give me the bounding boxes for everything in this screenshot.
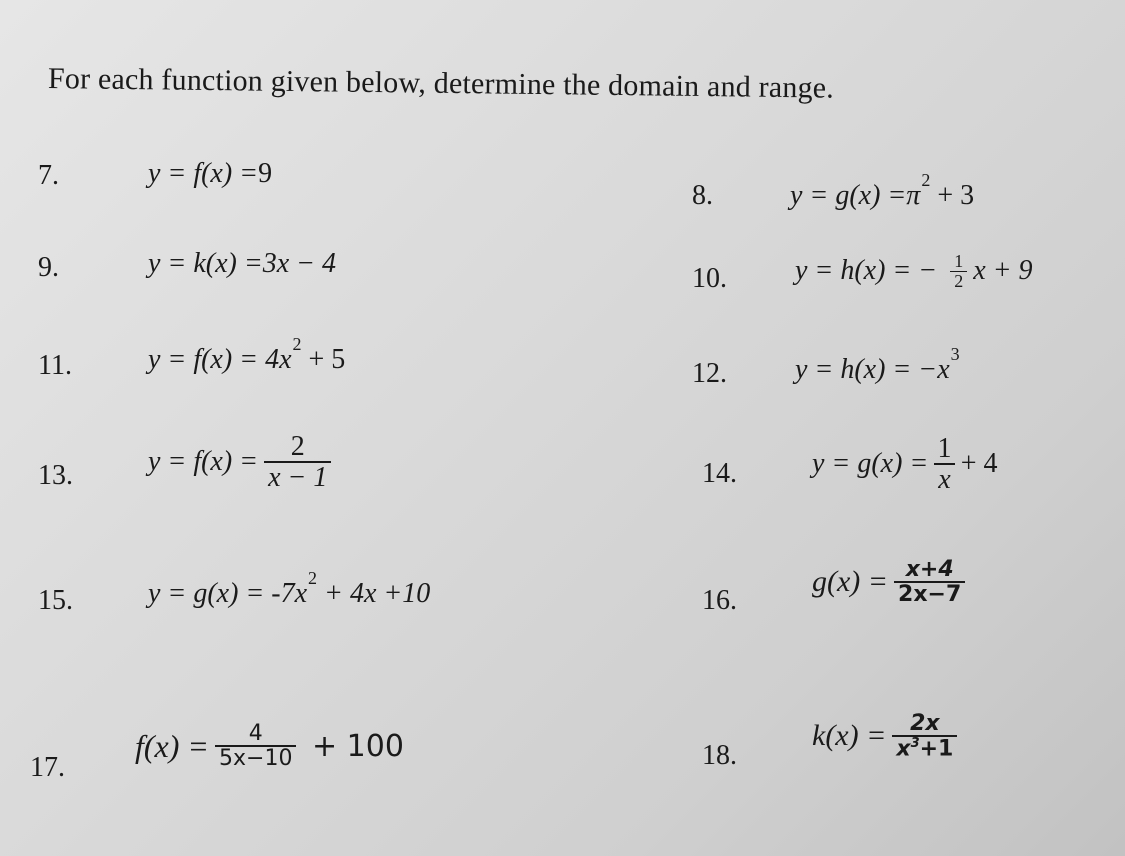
problem-14-equation [812, 434, 998, 495]
problem-18-denominator-base: x [896, 736, 911, 762]
problem-11-exponent: 2 [292, 333, 302, 354]
problem-14-numerator: 1 [937, 433, 952, 464]
problem-14-tail: + 4 [960, 448, 998, 480]
problem-12-number: 12. [692, 358, 727, 389]
problem-12-equation [795, 343, 960, 386]
problem-15-exponent: 2 [308, 567, 318, 588]
problem-13-lhs: y = f(x) = [148, 446, 259, 478]
problem-13-equation [148, 432, 337, 493]
problem-15-equation [148, 567, 431, 610]
problem-11-number: 11. [38, 350, 72, 381]
problem-12-exponent: 3 [950, 343, 960, 364]
problem-15-number: 15. [38, 585, 73, 616]
problem-10-fraction [950, 252, 967, 291]
problem-13-number: 13. [38, 460, 73, 491]
problem-9-equation [148, 248, 336, 280]
problem-13-numerator: 2 [290, 431, 305, 462]
problem-15-lhs: y = g(x) = -7x [148, 578, 308, 609]
problem-13-denominator: x − 1 [264, 461, 331, 492]
problem-10-number: 10. [692, 263, 727, 294]
problem-18-numerator: 2x [910, 711, 940, 736]
problem-18-denominator [892, 735, 957, 760]
problem-16-equation [812, 558, 971, 606]
problem-16-denominator: 2x−7 [894, 581, 965, 606]
problem-17-lhs: f(x) = [135, 727, 209, 764]
problem-17-numerator: 4 [248, 721, 263, 746]
problem-17-number: 17. [30, 752, 65, 783]
problem-9-number: 9. [38, 252, 59, 283]
problem-17-fraction [215, 722, 296, 770]
problem-7-equation [148, 158, 272, 190]
instructions-heading: For each function given below, determine the domain and range. [47, 62, 835, 105]
problem-10-tail: x + 9 [973, 255, 1033, 287]
problem-8-equation [790, 169, 975, 212]
problem-7-number: 7. [38, 160, 59, 191]
problem-10-denominator: 2 [950, 271, 967, 291]
problem-11-lhs: y = f(x) = 4x [148, 344, 292, 375]
problem-14-denominator: x [934, 463, 954, 494]
problem-8-number: 8. [692, 180, 713, 211]
problem-17-equation [135, 722, 404, 770]
problem-8-lhs: y = g(x) = [790, 180, 907, 211]
problem-18-number: 18. [702, 740, 737, 771]
problem-18-fraction [892, 712, 957, 761]
problem-18-lhs: k(x) = [812, 719, 887, 753]
problem-17-denominator: 5x−10 [215, 745, 296, 770]
problem-16-numerator: x+4 [905, 557, 954, 582]
problem-11-equation [148, 333, 346, 376]
problem-16-fraction [894, 558, 965, 606]
problem-16-number: 16. [702, 585, 737, 616]
problem-10-equation [795, 252, 1033, 291]
problem-9-lhs: y = k(x) = [148, 248, 263, 279]
problem-18-denominator-tail: +1 [919, 736, 954, 762]
problem-8-base: π [906, 180, 921, 211]
problem-8-tail: + 3 [930, 180, 975, 211]
problem-18-denominator-exponent: 3 [910, 736, 920, 752]
problem-9-rhs: 3x − 4 [262, 248, 337, 279]
problem-12-lhs: y = h(x) = −x [795, 354, 950, 385]
problem-8-exponent: 2 [921, 169, 931, 190]
problem-10-numerator: 1 [954, 251, 964, 271]
problem-15-tail: + 4x +10 [317, 578, 431, 609]
problem-10-lhs: y = h(x) = − [795, 255, 945, 287]
problem-14-lhs: y = g(x) = [812, 448, 929, 480]
problem-17-tail: + 100 [302, 728, 404, 764]
problem-13-fraction [264, 432, 331, 493]
problem-16-lhs: g(x) = [812, 565, 889, 599]
problem-14-number: 14. [702, 458, 737, 489]
problem-11-tail: + 5 [301, 344, 346, 375]
problem-7-rhs: 9 [258, 158, 273, 189]
problem-7-lhs: y = f(x) = [148, 158, 259, 189]
problem-18-equation [812, 712, 963, 761]
problem-14-fraction [934, 434, 954, 495]
